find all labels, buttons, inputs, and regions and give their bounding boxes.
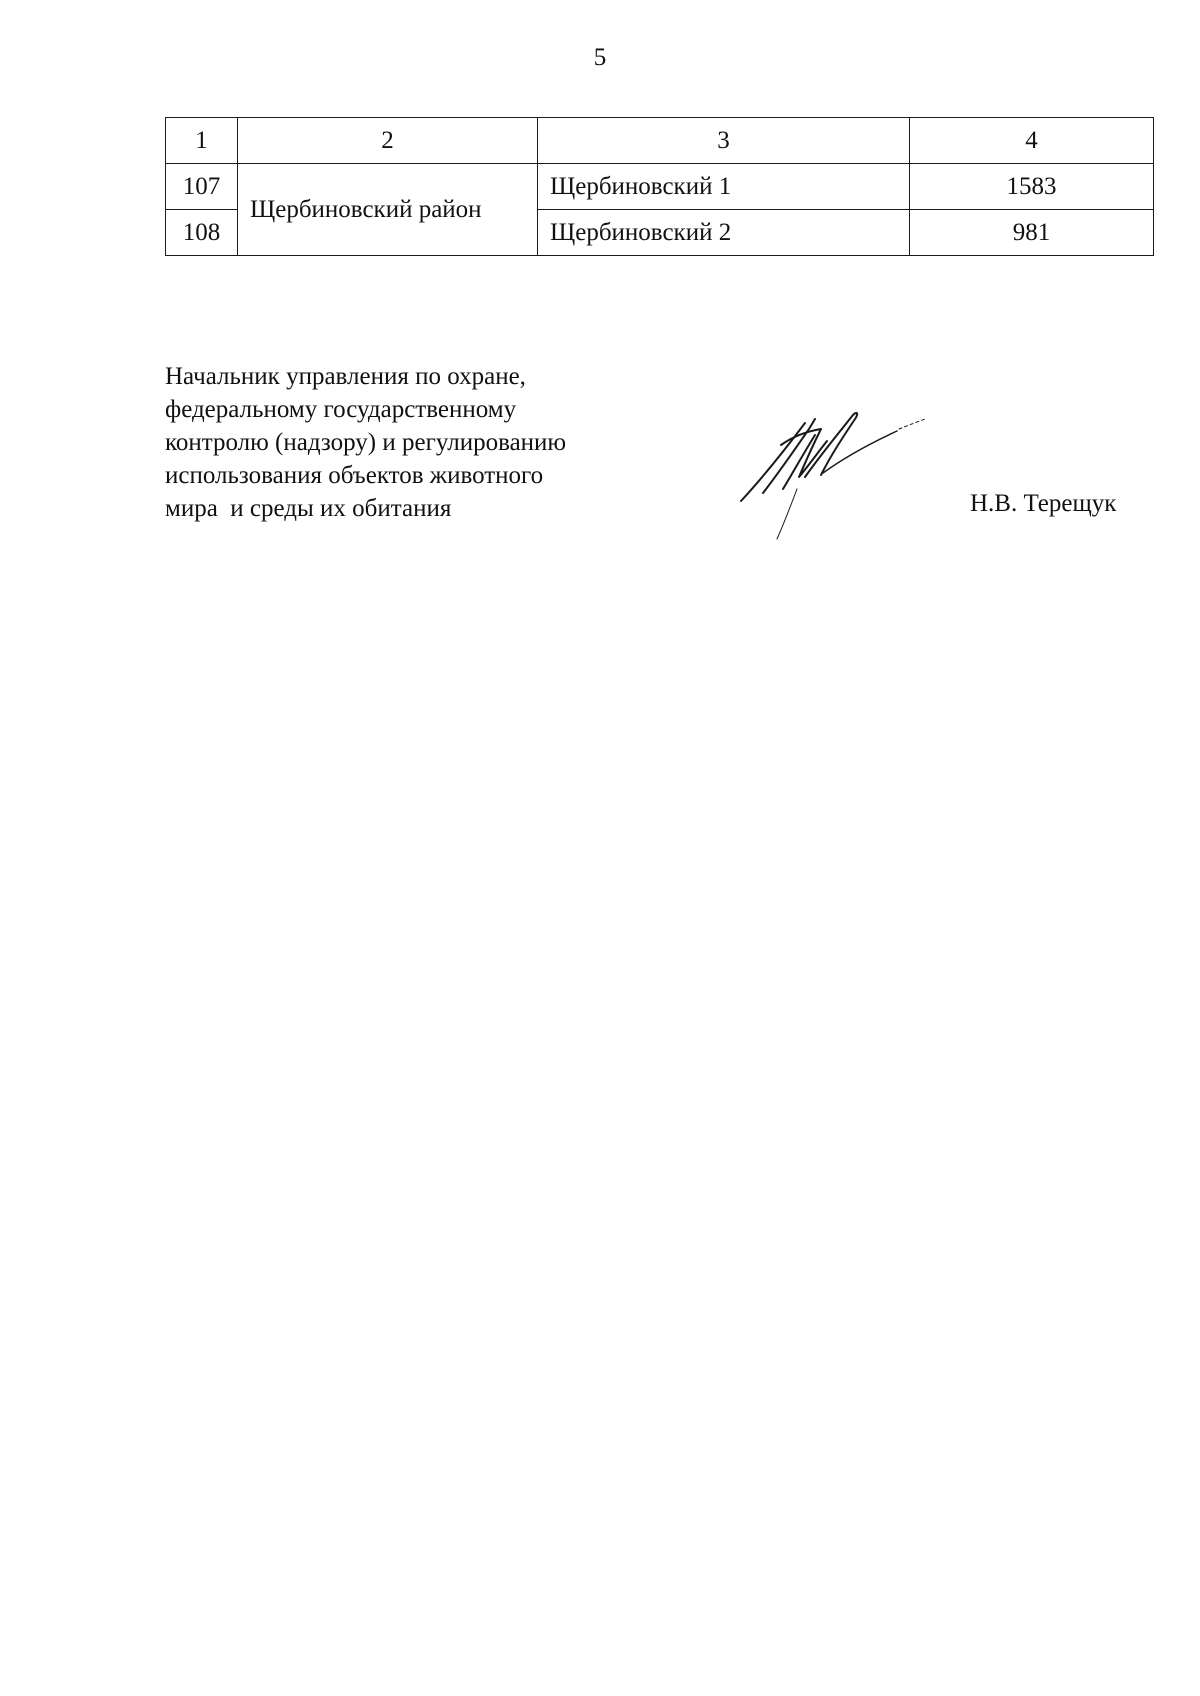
header-cell-3: 3 bbox=[538, 118, 910, 164]
handwritten-signature bbox=[735, 405, 965, 550]
row-number: 107 bbox=[166, 164, 238, 210]
district-cell: Щербиновский район bbox=[238, 164, 538, 256]
area-value: 1583 bbox=[910, 164, 1154, 210]
signatory-name: Н.В. Терещук bbox=[970, 490, 1117, 517]
position-line: мира и среды их обитания bbox=[165, 495, 452, 522]
position-line: федеральному государственному bbox=[165, 396, 517, 423]
header-cell-4: 4 bbox=[910, 118, 1154, 164]
position-line: Начальник управления по охране, bbox=[165, 363, 526, 390]
row-number: 108 bbox=[166, 210, 238, 256]
signatory-position bbox=[165, 360, 685, 525]
area-name: Щербиновский 1 bbox=[538, 164, 910, 210]
position-line: использования объектов животного bbox=[165, 462, 544, 489]
position-line: контролю (надзору) и регулированию bbox=[165, 429, 567, 456]
page-number: 5 bbox=[593, 44, 607, 71]
header-cell-2: 2 bbox=[238, 118, 538, 164]
header-cell-1: 1 bbox=[166, 118, 238, 164]
area-value: 981 bbox=[910, 210, 1154, 256]
data-table bbox=[165, 117, 1154, 256]
table-row bbox=[166, 164, 1154, 210]
table-header-row bbox=[166, 118, 1154, 164]
area-name: Щербиновский 2 bbox=[538, 210, 910, 256]
